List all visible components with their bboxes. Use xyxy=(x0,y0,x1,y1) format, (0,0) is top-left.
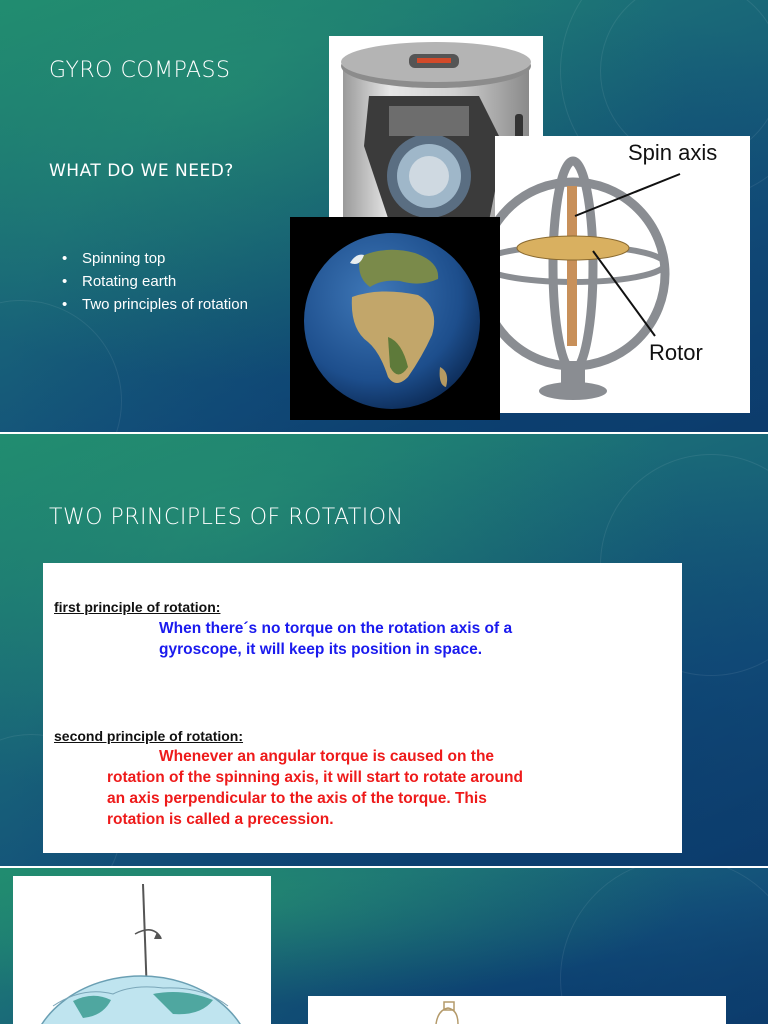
slide-gyro-compass xyxy=(0,0,768,432)
gyroscope-diagram xyxy=(495,136,750,413)
decorative-ring xyxy=(0,300,122,432)
slide-title: TWO PRINCIPLES OF ROTATION xyxy=(49,505,404,530)
slide-subtitle: WHAT DO WE NEED? xyxy=(49,161,234,181)
bullet-item: • Rotating earth xyxy=(60,270,248,293)
earth-axis-illustration xyxy=(13,876,271,1024)
second-principle-line: an axis perpendicular to the axis of the torque. This xyxy=(107,790,487,807)
first-principle-heading: first principle of rotation: xyxy=(54,599,221,615)
spin-axis-label: Spin axis xyxy=(628,140,718,165)
rotor-label: Rotor xyxy=(649,340,703,365)
principles-text-box xyxy=(43,563,682,853)
second-principle-line: Whenever an angular torque is caused on the xyxy=(159,748,495,765)
bullet-item: • Two principles of rotation xyxy=(60,293,248,316)
second-principle-line: rotation of the spinning axis, it will start to rotate around xyxy=(107,769,523,786)
second-principle-line: rotation is called a precession. xyxy=(107,811,334,828)
slide-title: GYRO COMPASS xyxy=(49,58,231,83)
diagram-image-partial xyxy=(308,996,726,1024)
bullet-list xyxy=(60,247,248,316)
first-principle-line: gyroscope, it will keep its position in space. xyxy=(159,641,482,658)
first-principle-line: When there´s no torque on the rotation axis of a xyxy=(159,620,513,637)
bullet-item: • Spinning top xyxy=(60,247,248,270)
slide-earth-axis xyxy=(0,868,768,1024)
second-principle-heading: second principle of rotation: xyxy=(54,728,244,744)
earth-globe-image xyxy=(290,217,500,420)
slide-two-principles xyxy=(0,434,768,866)
